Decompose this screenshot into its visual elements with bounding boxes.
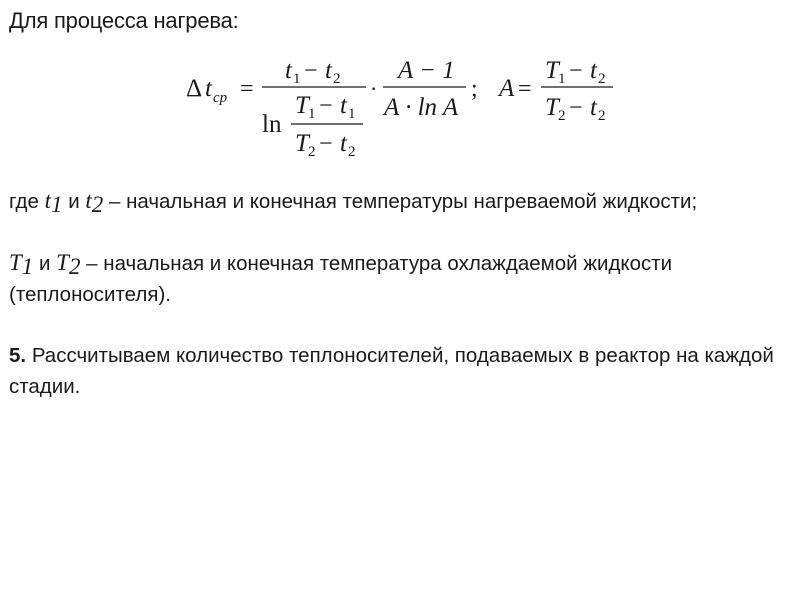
delta-symbol: Δ xyxy=(186,75,203,102)
a-den-T: T xyxy=(545,94,559,121)
num-t2: t xyxy=(325,57,332,84)
heading: Для процесса нагрева: xyxy=(9,8,239,33)
semicolon: ; xyxy=(471,76,478,102)
para1-t2: t xyxy=(85,188,92,213)
inner-minus-1: − xyxy=(319,93,333,119)
formula-block xyxy=(0,50,800,170)
para2-word-i: и xyxy=(39,252,51,275)
lhs-t: t xyxy=(205,75,212,102)
num-minus: − xyxy=(304,58,318,84)
f2-numerator: A − 1 xyxy=(398,57,455,84)
para1-t2-sub: 2 xyxy=(91,192,104,217)
a-num-T-sub: 1 xyxy=(558,71,566,87)
dot-operator: · xyxy=(370,76,378,101)
equals-1: = xyxy=(240,76,254,102)
f2-denominator: A · ln A xyxy=(384,94,459,121)
para1-word-i: и xyxy=(68,190,80,213)
inner-t2-sub: 2 xyxy=(348,144,356,160)
a-den-t-sub: 2 xyxy=(598,108,606,124)
a-den-minus: − xyxy=(569,95,583,121)
inner-t1-sub: 1 xyxy=(348,106,356,122)
para1-word-gde: где xyxy=(9,190,39,213)
a-num-T: T xyxy=(545,57,559,84)
para2-T2: T xyxy=(56,250,69,275)
num-t2-sub: 2 xyxy=(333,71,341,87)
para1-t1-sub: 1 xyxy=(51,192,63,217)
paragraph-temperatures-heated xyxy=(9,185,781,217)
a-lhs: A xyxy=(499,75,515,102)
ln-text: ln xyxy=(262,111,282,138)
inner-t2: t xyxy=(340,130,347,157)
para2-text: – начальная и конечная температура охлаждаемой жидкости (теплоносителя). xyxy=(9,252,673,306)
para2-T1-sub: 1 xyxy=(21,254,34,279)
a-den-t: t xyxy=(590,94,597,121)
inner-T1-sub: 1 xyxy=(308,106,316,122)
a-den-T-sub: 2 xyxy=(558,108,566,124)
inner-T1: T xyxy=(295,92,309,119)
num-t1-sub: 1 xyxy=(293,71,301,87)
inner-t1: t xyxy=(340,92,347,119)
formula-svg xyxy=(0,50,800,170)
para1-text: – начальная и конечная температуры нагреваемой жидкости; xyxy=(108,190,698,213)
lhs-sub: ср xyxy=(213,90,228,106)
inner-minus-2: − xyxy=(319,131,333,157)
a-num-minus: − xyxy=(569,58,583,84)
inner-T2-sub: 2 xyxy=(308,144,316,160)
paragraph-step-5 xyxy=(9,340,781,402)
a-num-t-sub: 2 xyxy=(598,71,606,87)
equals-2: = xyxy=(518,76,532,102)
inner-T2: T xyxy=(295,130,309,157)
num-t1: t xyxy=(285,57,292,84)
para1-t1: t xyxy=(44,188,52,213)
para2-T2-sub: 2 xyxy=(68,254,81,279)
step-5-text: Рассчитываем количество теплоносителей, подаваемых в реактор на каждой стадии. xyxy=(9,344,774,398)
paragraph-temperatures-coolant xyxy=(9,247,781,310)
a-num-t: t xyxy=(590,57,597,84)
step-number: 5. xyxy=(9,344,27,367)
para2-T1: T xyxy=(9,250,22,275)
